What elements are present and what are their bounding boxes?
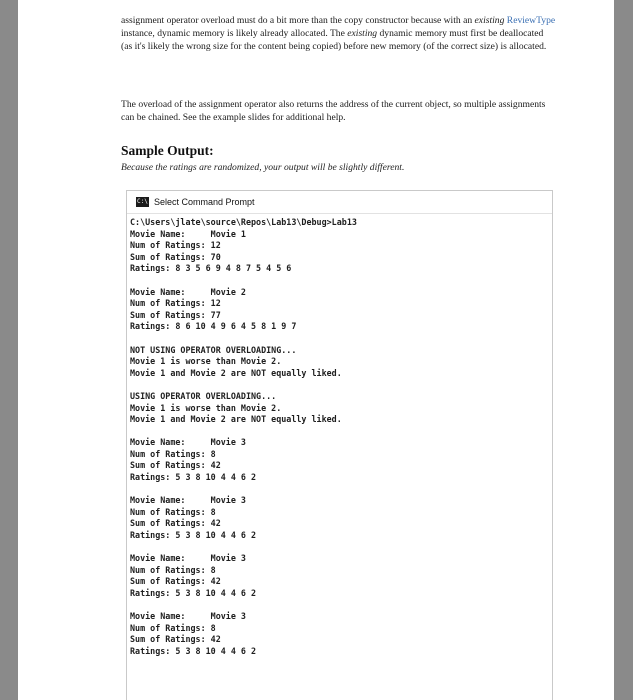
console-line: Num of Ratings: 12	[130, 298, 221, 309]
console-line	[130, 542, 552, 554]
console-line: Ratings: 8 3 5 6 9 4 8 7 5 4 5 6	[130, 263, 292, 274]
console-line: NOT USING OPERATOR OVERLOADING...	[130, 344, 297, 355]
randomized-note: Because the ratings are randomized, your output will be slightly different.	[121, 162, 405, 173]
console-line: Movie 1 is worse than Movie 2.	[130, 402, 282, 413]
review-type-link[interactable]: ReviewType	[506, 15, 556, 26]
console-line: Ratings: 5 3 8 10 4 4 6 2	[130, 530, 257, 541]
console-titlebar[interactable]	[127, 191, 552, 214]
command-prompt-icon: C:\	[137, 198, 148, 205]
command-prompt-window	[126, 190, 553, 700]
console-line	[130, 333, 552, 345]
console-line	[130, 600, 552, 612]
console-line: Movie Name: Movie 2	[130, 286, 246, 297]
console-line: Ratings: 8 6 10 4 9 6 4 5 8 1 9 7	[130, 321, 297, 332]
console-line: Sum of Ratings: 77	[130, 309, 221, 320]
console-line: Movie Name: Movie 3	[130, 611, 246, 622]
assignment-overload-paragraph: assignment operator overload must do a bit more than the copy constructor because with an existing ReviewType instance, dynamic memory is likely already allocated. The existing dynamic memory must first be deallocated (as it's likely the wrong size for the content being copied) before new memory (of the correct size) is allocated.	[121, 15, 556, 52]
console-line: Sum of Ratings: 42	[130, 576, 221, 587]
console-line: Movie Name: Movie 1	[130, 228, 246, 239]
console-line	[130, 484, 552, 496]
console-line: Movie 1 and Movie 2 are NOT equally liked.	[130, 367, 342, 378]
console-line	[130, 275, 552, 287]
console-output	[127, 214, 552, 658]
console-line: Sum of Ratings: 42	[130, 460, 221, 471]
console-line	[130, 379, 552, 391]
console-line: Num of Ratings: 8	[130, 448, 216, 459]
console-line: Ratings: 5 3 8 10 4 4 6 2	[130, 645, 257, 656]
console-line: Sum of Ratings: 70	[130, 251, 221, 262]
console-line: Sum of Ratings: 42	[130, 634, 221, 645]
console-line: Num of Ratings: 8	[130, 506, 216, 517]
console-line: Movie 1 is worse than Movie 2.	[130, 356, 282, 367]
console-line: USING OPERATOR OVERLOADING...	[130, 390, 277, 401]
sample-output-heading: Sample Output:	[121, 143, 214, 158]
console-line: Ratings: 5 3 8 10 4 4 6 2	[130, 472, 257, 483]
console-line: Movie Name: Movie 3	[130, 437, 246, 448]
console-line: Num of Ratings: 12	[130, 240, 221, 251]
console-line: Num of Ratings: 8	[130, 564, 216, 575]
console-title: Select Command Prompt	[154, 197, 255, 207]
console-line: Ratings: 5 3 8 10 4 4 6 2	[130, 588, 257, 598]
console-line: Num of Ratings: 8	[130, 622, 216, 633]
chained-assignment-paragraph: The overload of the assignment operator also returns the address of the current object, so multiple assignments can be chained. See the example slides for additional help.	[121, 99, 546, 123]
document-page	[18, 0, 614, 700]
console-line: C:\Users\jlate\source\Repos\Lab13\Debug>Lab13	[130, 217, 357, 227]
console-line: Movie Name: Movie 3	[130, 553, 246, 564]
console-line: Movie 1 and Movie 2 are NOT equally liked.	[130, 414, 342, 425]
console-line	[130, 426, 552, 438]
console-line: Movie Name: Movie 3	[130, 495, 246, 506]
console-line: Sum of Ratings: 42	[130, 518, 221, 529]
